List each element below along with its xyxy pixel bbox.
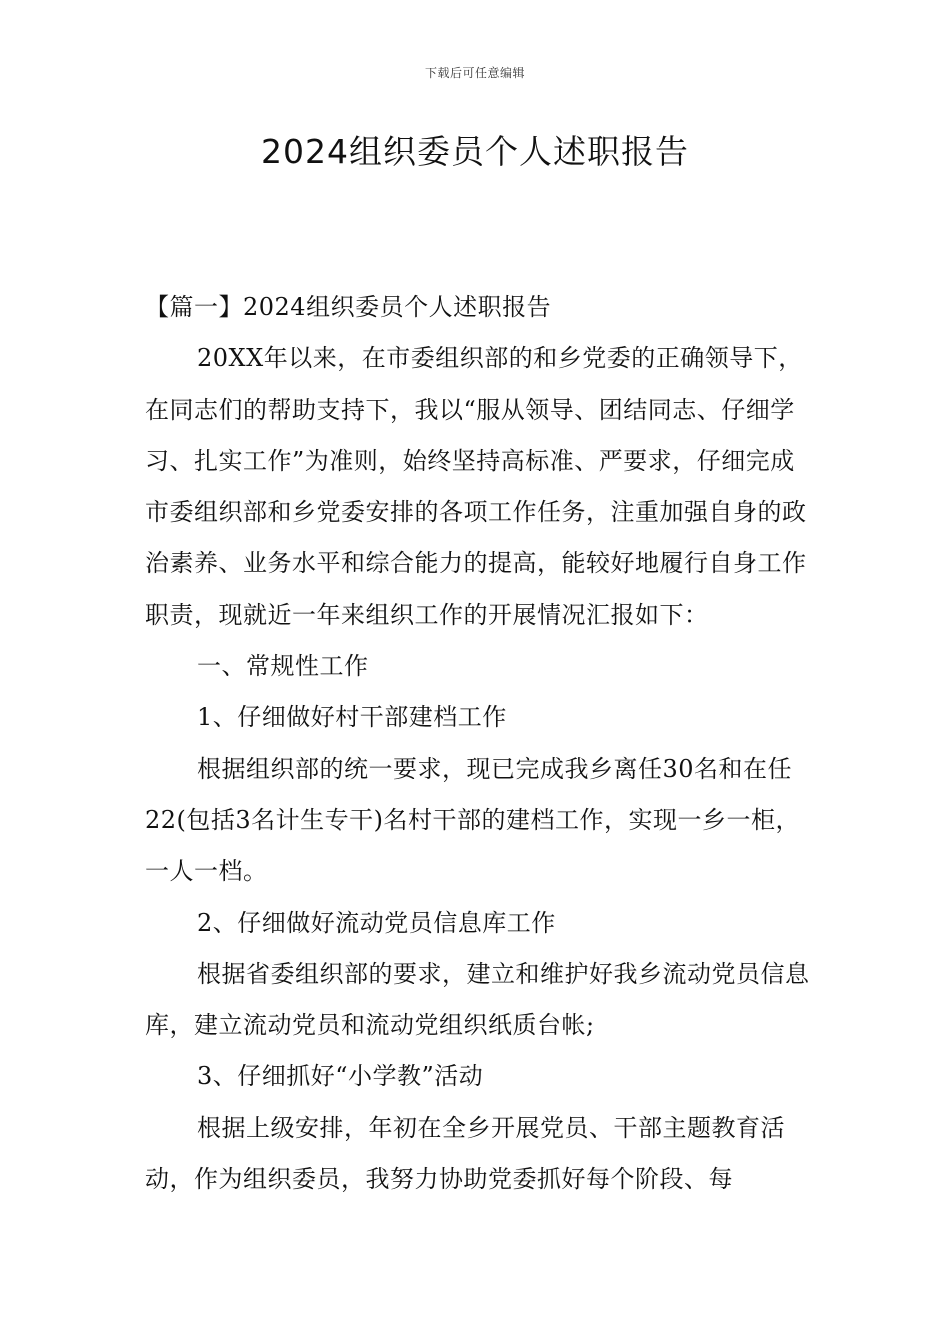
header-note: 下载后可任意编辑 [424,66,525,80]
section-heading: 【篇一】2024组织委员个人述职报告 [145,293,552,321]
item-heading: 2、仔细做好流动党员信息库工作 [197,908,556,937]
body-paragraph: 根据省委组织部的要求，建立和维护好我乡流动党员信息库，建立流动党员和流动党组织纸质台帐; [145,959,810,1040]
body-paragraph: 20XX年以来，在市委组织部的和乡党委的正确领导下，在同志们的帮助支持下，我以“服从领导、团结同志、仔细学习、扎实工作”为准则，始终坚持高标准、严要求，仔细完成市委组织部和乡党委安排的各项工作任务，注重加强自身的政治素养、业务水平和综合能力的提高，能较好地履行自身工作职责，现就近一年来组织工作的开展情况汇报如下： [145,344,807,629]
document-title: 2024组织委员个人述职报告 [261,132,689,171]
body-paragraph: 根据组织部的统一要求，现已完成我乡离任30名和在任22(包括3名计生专干)名村干部的建档工作，实现一乡一柜，一人一档。 [145,754,801,886]
section-subheading: 一、常规性工作 [197,652,369,681]
item-heading: 3、仔细抓好“小学教”活动 [197,1062,484,1091]
item-heading: 1、仔细做好村干部建档工作 [197,703,507,732]
document-body [145,282,813,1205]
body-paragraph: 根据上级安排，年初在全乡开展党员、干部主题教育活动，作为组织委员，我努力协助党委抓好每个阶段、每 [145,1113,785,1194]
